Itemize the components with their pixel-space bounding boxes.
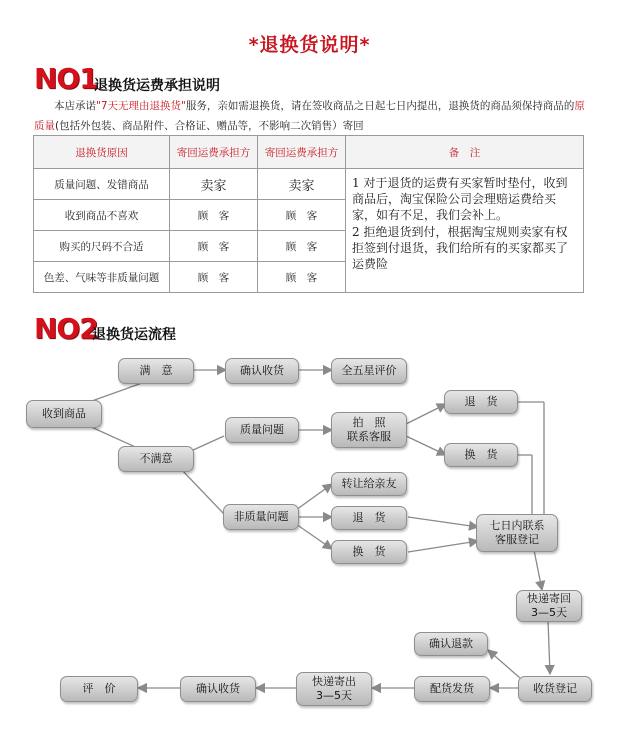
payer-cell: 卖家 — [258, 169, 346, 200]
intro-part3: (包括外包装、商品附件、合格证、赠品等，不影响二次销售）寄回 — [55, 120, 364, 132]
intro-promise: "7天无理由退换货" — [96, 100, 186, 112]
note-item: 2 拒绝退货到付，根据淘宝规则卖家有权拒签到付退货，我们给所有的买家都买了运费险 — [352, 225, 569, 271]
intro-part1: 本店承诺 — [54, 100, 96, 112]
node-exchange: 换 货 — [331, 540, 407, 564]
node-contact-service: 七日内联系 客服登记 — [476, 514, 558, 552]
page-title: *退换货说明* — [248, 34, 371, 56]
node-received: 收到商品 — [26, 400, 102, 428]
connector-unsatisfied-nonquality — [180, 468, 224, 514]
header-reason: 退换货原因 — [34, 136, 170, 169]
payer-cell: 顾 客 — [170, 262, 258, 293]
reason-cell: 购买的尺码不合适 — [34, 231, 170, 262]
arrow-photo-exchange — [406, 436, 446, 455]
arrow-photo-return — [406, 404, 446, 424]
payer-cell: 顾 客 — [258, 200, 346, 231]
node-return: 退 货 — [444, 390, 518, 414]
node-non-quality: 非质量问题 — [223, 504, 299, 530]
payer-cell: 卖家 — [170, 169, 258, 200]
reason-cell: 收到商品不喜欢 — [34, 200, 170, 231]
node-transfer: 转让给亲友 — [331, 472, 407, 496]
arrow-nonquality-exchange — [296, 524, 332, 549]
node-unsatisfied: 不满意 — [118, 446, 194, 472]
node-confirm-receipt: 确认收货 — [180, 676, 256, 702]
node-quality-issue: 质量问题 — [225, 417, 299, 443]
header-notes: 备 注 — [346, 136, 584, 169]
intro-part2: 服务，亲如需退换货，请在签收商品之日起七日内提出，退换货的商品须保持商品的 — [185, 100, 575, 112]
section1-title: 退换货运费承担说明 — [94, 78, 220, 94]
node-photo-contact: 拍 照 联系客服 — [331, 412, 407, 448]
section2-title: 退换货运流程 — [92, 327, 176, 343]
payer-cell: 顾 客 — [258, 231, 346, 262]
node-satisfied: 满 意 — [118, 358, 194, 384]
header-payer-2: 寄回运费承担方 — [258, 136, 346, 169]
reason-cell: 色差、气味等非质量问题 — [34, 262, 170, 293]
arrow-return-contact — [408, 517, 478, 527]
reason-cell: 质量问题、发错商品 — [34, 169, 170, 200]
payer-cell: 顾 客 — [170, 200, 258, 231]
node-confirm-receipt: 确认收货 — [225, 358, 299, 384]
node-exchange: 换 货 — [444, 443, 518, 467]
node-five-star: 全五星评价 — [331, 358, 407, 384]
arrow-register-confirmreturn — [488, 650, 520, 678]
note-item: 1 对于退货的运费有买家暂时垫付，收到商品后，淘宝保险公司会理赔运费给买家，如有不足，我们会补上。 — [352, 176, 568, 222]
arrow-express-register — [548, 620, 550, 674]
section2-number: NO2 — [34, 312, 98, 345]
intro-quality: 原质量 — [34, 100, 585, 132]
node-express-return: 快递寄回 3—5天 — [516, 590, 582, 622]
node-express-send: 快递寄出 3—5天 — [296, 672, 372, 706]
payer-cell: 顾 客 — [258, 262, 346, 293]
connector-received-satisfied — [89, 383, 142, 402]
node-review: 评 价 — [60, 676, 138, 702]
node-receipt-register: 收货登记 — [518, 676, 592, 702]
node-ship: 配货发货 — [414, 676, 490, 702]
arrow-exchange-contact — [408, 541, 478, 552]
arrow-contact-express — [534, 550, 542, 590]
node-confirm-refund: 确认退款 — [414, 632, 488, 656]
section1-number: NO1 — [34, 62, 98, 95]
node-return: 退 货 — [331, 506, 407, 530]
arrow-nonquality-transfer — [296, 484, 332, 510]
payer-cell: 顾 客 — [170, 231, 258, 262]
header-payer-1: 寄回运费承担方 — [170, 136, 258, 169]
